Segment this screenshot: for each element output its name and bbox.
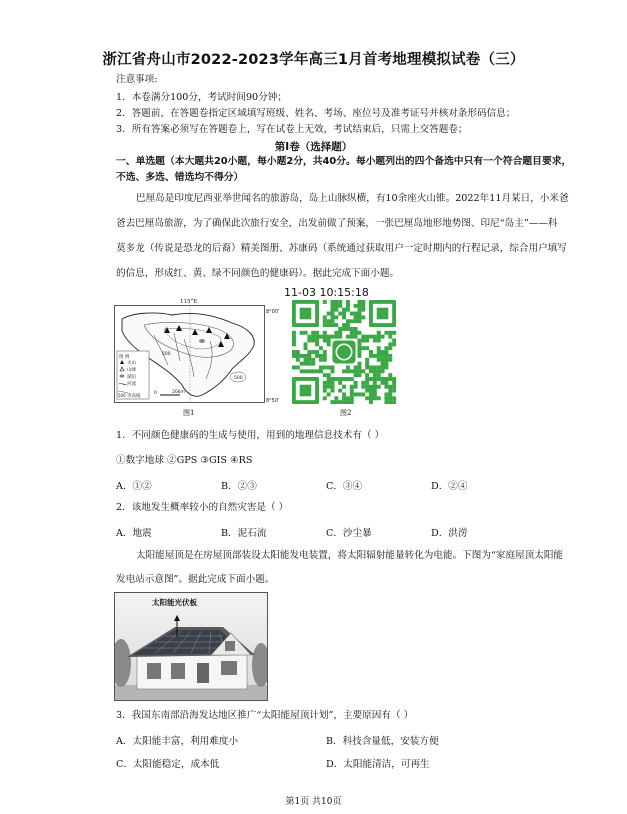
notice-item-2: 2．答题前，在答题卷指定区域填写班级、姓名、考场、座位号及准考证号并核对条形码信息；: [116, 108, 516, 119]
passage2-line2: 发电站示意图”。据此完成下面小题。: [116, 574, 275, 585]
part-title: 第Ⅰ卷（选择题）: [274, 141, 353, 153]
notice-item-3: 3．所有答案必须写在答题卷上，写在试卷上无效，考试结束后，只需上交答题卷；: [116, 124, 468, 135]
q3-option-c: C．太阳能稳定，成本低: [116, 759, 220, 770]
q2-option-b: B．泥石流: [221, 528, 267, 539]
legend-title: 图 例: [119, 355, 130, 360]
legend-volcano: 火山: [127, 361, 136, 366]
solar-panel-label: 太阳能光伏板: [152, 598, 197, 607]
health-qr-code: [288, 300, 400, 404]
passage1-line3: 莫多龙（传说是恐龙的后裔）精美图册、苏康码（系统通过获取用户一定时期内的行程记录，综合用户填写: [116, 243, 567, 254]
q1-option-b: B．②③: [221, 481, 257, 492]
q2-option-d: D．洪涝: [431, 528, 468, 539]
solar-house-illustration: [115, 593, 267, 700]
qr-svg: [288, 300, 400, 404]
solar-roof-figure: [114, 592, 268, 701]
bali-terrain-map: [114, 305, 284, 405]
passage1-line2: 爸去巴厘岛旅游，为了确保此次旅行安全，出发前做了预案，一张巴厘岛地形地势图、印尼“岛主”——科: [116, 218, 558, 229]
q3-option-d: D．太阳能清洁，可再生: [326, 759, 430, 770]
q3-option-a: A．太阳能丰富，利用难度小: [116, 736, 239, 747]
notice-item-1: 1．本卷满分100分，考试时间90分钟；: [116, 92, 287, 103]
q2-stem: 2．该地发生概率较小的自然灾害是（ ）: [116, 502, 289, 513]
q2-option-a: A．地震: [116, 528, 152, 539]
lat-top-label: 8°00': [266, 309, 280, 315]
q2-option-c: C．沙尘暴: [326, 528, 372, 539]
svg-text:0: 0: [154, 391, 157, 396]
page-footer: 第1页 共10页: [285, 797, 342, 807]
q3-stem: 3．我国东南部沿海发达地区推广“太阳能屋顶计划”，主要原因有（ ）: [116, 710, 414, 721]
contour-label-1: 500: [162, 352, 171, 357]
q3-option-b: B．科技含量低，安装方便: [326, 736, 439, 747]
q1-option-d: D．②④: [431, 481, 468, 492]
legend-peak: 山峰: [127, 368, 136, 373]
page-title: 浙江省舟山市2022-2023学年高三1月首考地理模拟试卷（三）: [102, 52, 525, 68]
passage2-line1: 太阳能屋顶是在房屋顶部装设太阳能发电装置，将太阳辐射能量转化为电能。下图为“家庭屋顶太阳能: [136, 550, 564, 561]
legend-river: 河流: [127, 382, 136, 387]
qr-timestamp: 11-03 10:15:18: [284, 286, 369, 299]
q1-stem: 1．不同颜色健康码的生成与使用，用到的地理信息技术有（ ）: [116, 430, 385, 441]
bali-map-svg: [114, 305, 284, 405]
contour-label-2: 500: [234, 376, 243, 381]
scale-label: 20km: [172, 390, 185, 395]
legend-contour: 等高线: [127, 394, 141, 399]
legend-lake: 湖泊: [127, 375, 136, 380]
section-heading-line2: 不选、多选、错选均不得分）: [116, 172, 244, 183]
figure1-caption: 图1: [183, 409, 195, 417]
notice-heading: 注意事项:: [116, 74, 158, 85]
figure2-caption: 图2: [340, 409, 352, 417]
q1-option-a: A．①②: [116, 481, 152, 492]
passage1-line4: 的信息，形成红、黄、绿不同颜色的健康码）。据此完成下面小题。: [116, 268, 400, 279]
section-heading-line1: 一、单选题（本大题共20小题，每小题2分，共40分。每小题列出的四个备选中只有一个符合题目要求，: [116, 156, 572, 167]
passage1-line1: 巴厘岛是印度尼西亚举世闻名的旅游岛，岛上山脉纵横，有10余座火山锥。2022年11月某日，小米爸: [136, 193, 569, 204]
lon-label: 115°E: [180, 299, 198, 305]
q1-items: ①数字地球 ②GPS ③GIS ④RS: [116, 455, 253, 466]
q1-option-c: C．③④: [326, 481, 363, 492]
legend-contour-value: 500: [118, 393, 126, 398]
lat-bottom-label: 8°50': [266, 398, 280, 404]
